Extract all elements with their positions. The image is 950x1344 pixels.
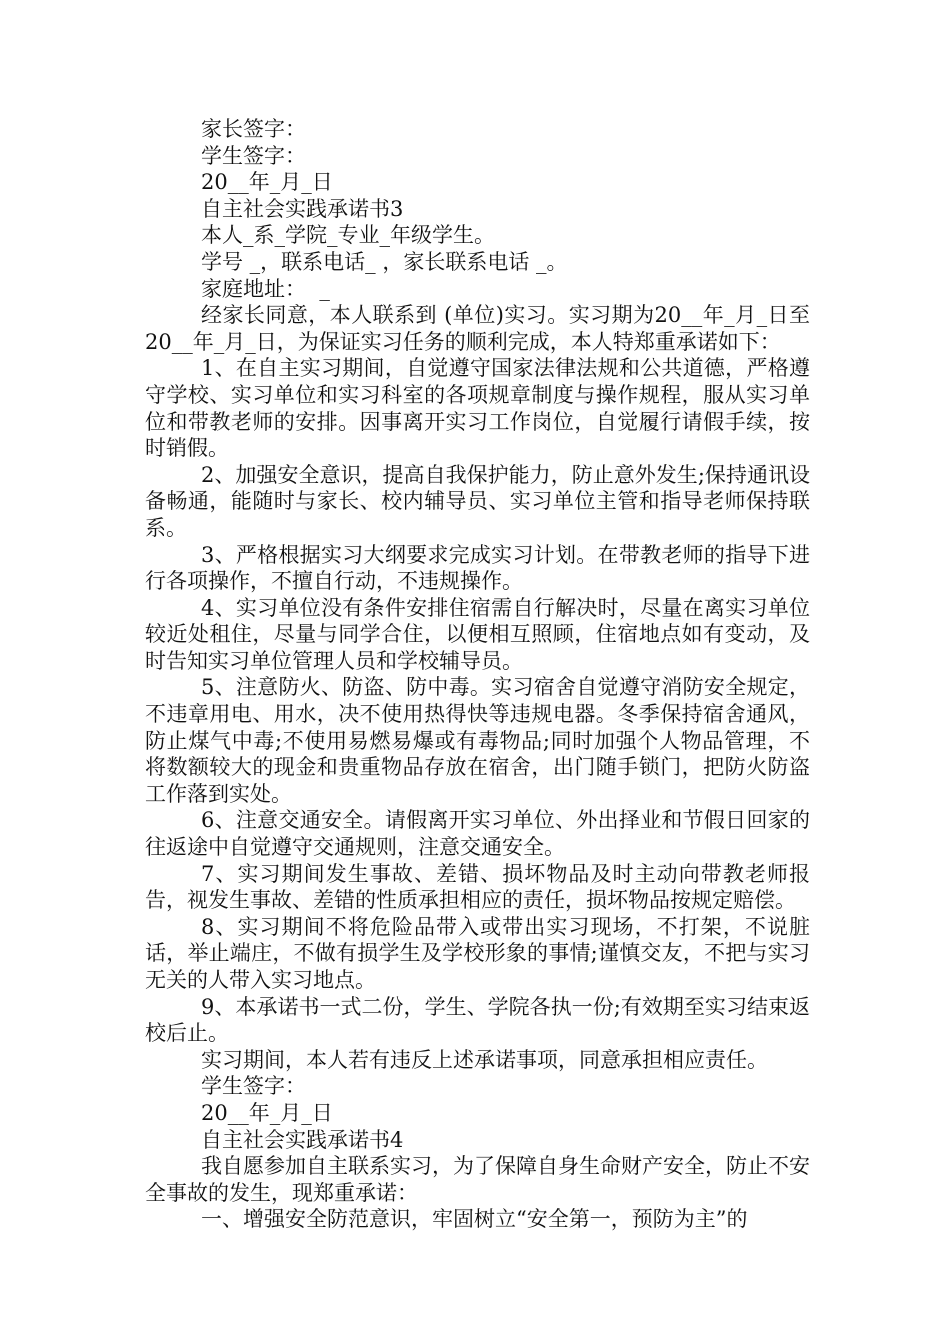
- section-title-3: 自主社会实践承诺书3: [201, 196, 404, 221]
- consent-paragraph: 经家长同意，本人联系到 (单位)实习。实习期为20__年_月_日至20__年_月_日，为保证实习任务的顺利完成，本人特郑重承诺如下：: [145, 303, 810, 354]
- commitment-item-2: 2、加强安全意识，提高自我保护能力，防止意外发生;保持通讯设备畅通，能随时与家长、校内辅导员、实习单位主管和指导老师保持联系。: [145, 462, 810, 540]
- first-commitment-paragraph: 一、增强安全防范意识，牢固树立“安全第一，预防为主”的: [201, 1207, 748, 1232]
- commitment-item-3: 3、严格根据实习大纲要求完成实习计划。在带教老师的指导下进行各项操作，不擅自行动，不违规操作。: [145, 542, 810, 594]
- date-line: 20__年_月_日: [201, 170, 333, 195]
- student-signature-label-2: 学生签字：: [201, 1074, 306, 1099]
- intro-line-2: 学号 _，联系电话_ ，家长联系电话 _。: [201, 249, 568, 274]
- student-signature-label: 学生签字：: [201, 143, 306, 168]
- commitment-item-1: 1、在自主实习期间，自觉遵守国家法律法规和公共道德，严格遵守学校、实习单位和实习科室的各项规章制度与操作规程，服从实习单位和带教老师的安排。因事离开实习工作岗位，自觉履行请假手续，按时销假。: [145, 356, 810, 461]
- commitment-item-5: 5、注意防火、防盗、防中毒。实习宿舍自觉遵守消防安全规定，不违章用电、用水，决不使用热得快等违规电器。冬季保持宿舍通风，防止煤气中毒;不使用易燃易爆或有毒物品;同时加强个人物品管理，不将数额较大的现金和贵重物品存放在宿舍，出门随手锁门，把防火防盗工作落到实处。: [145, 675, 810, 806]
- address-line: 家庭地址： _: [201, 276, 330, 301]
- commitment-item-7: 7、实习期间发生事故、差错、损坏物品及时主动向带教老师报告，视发生事故、差错的性质承担相应的责任，损坏物品按规定赔偿。: [145, 861, 810, 913]
- commitment-item-6: 6、注意交通安全。请假离开实习单位、外出择业和节假日回家的往返途中自觉遵守交通规则，注意交通安全。: [145, 808, 810, 860]
- intro-line-1: 本人_系_学院_专业_年级学生。: [201, 223, 495, 248]
- section-title-4: 自主社会实践承诺书4: [201, 1127, 404, 1152]
- commitment-item-8: 8、实习期间不将危险品带入或带出实习现场，不打架，不说脏话，举止端庄，不做有损学生及学校形象的事情;谨慎交友，不把与实习无关的人带入实习地点。: [145, 914, 810, 992]
- commitment-item-4: 4、实习单位没有条件安排住宿需自行解决时，尽量在离实习单位较近处租住，尽量与同学合住，以便相互照顾，住宿地点如有变动，及时告知实习单位管理人员和学校辅导员。: [145, 595, 810, 673]
- document-page: [145, 116, 810, 1233]
- voluntary-paragraph: 我自愿参加自主联系实习，为了保障自身生命财产安全，防止不安全事故的发生，现郑重承诺：: [145, 1154, 810, 1205]
- commitment-item-9: 9、本承诺书一式二份，学生、学院各执一份;有效期至实习结束返校后止。: [145, 994, 810, 1046]
- date-line-2: 20__年_月_日: [201, 1100, 333, 1125]
- parent-signature-label: 家长签字：: [201, 117, 306, 141]
- violation-statement: 实习期间，本人若有违反上述承诺事项，同意承担相应责任。: [201, 1047, 768, 1072]
